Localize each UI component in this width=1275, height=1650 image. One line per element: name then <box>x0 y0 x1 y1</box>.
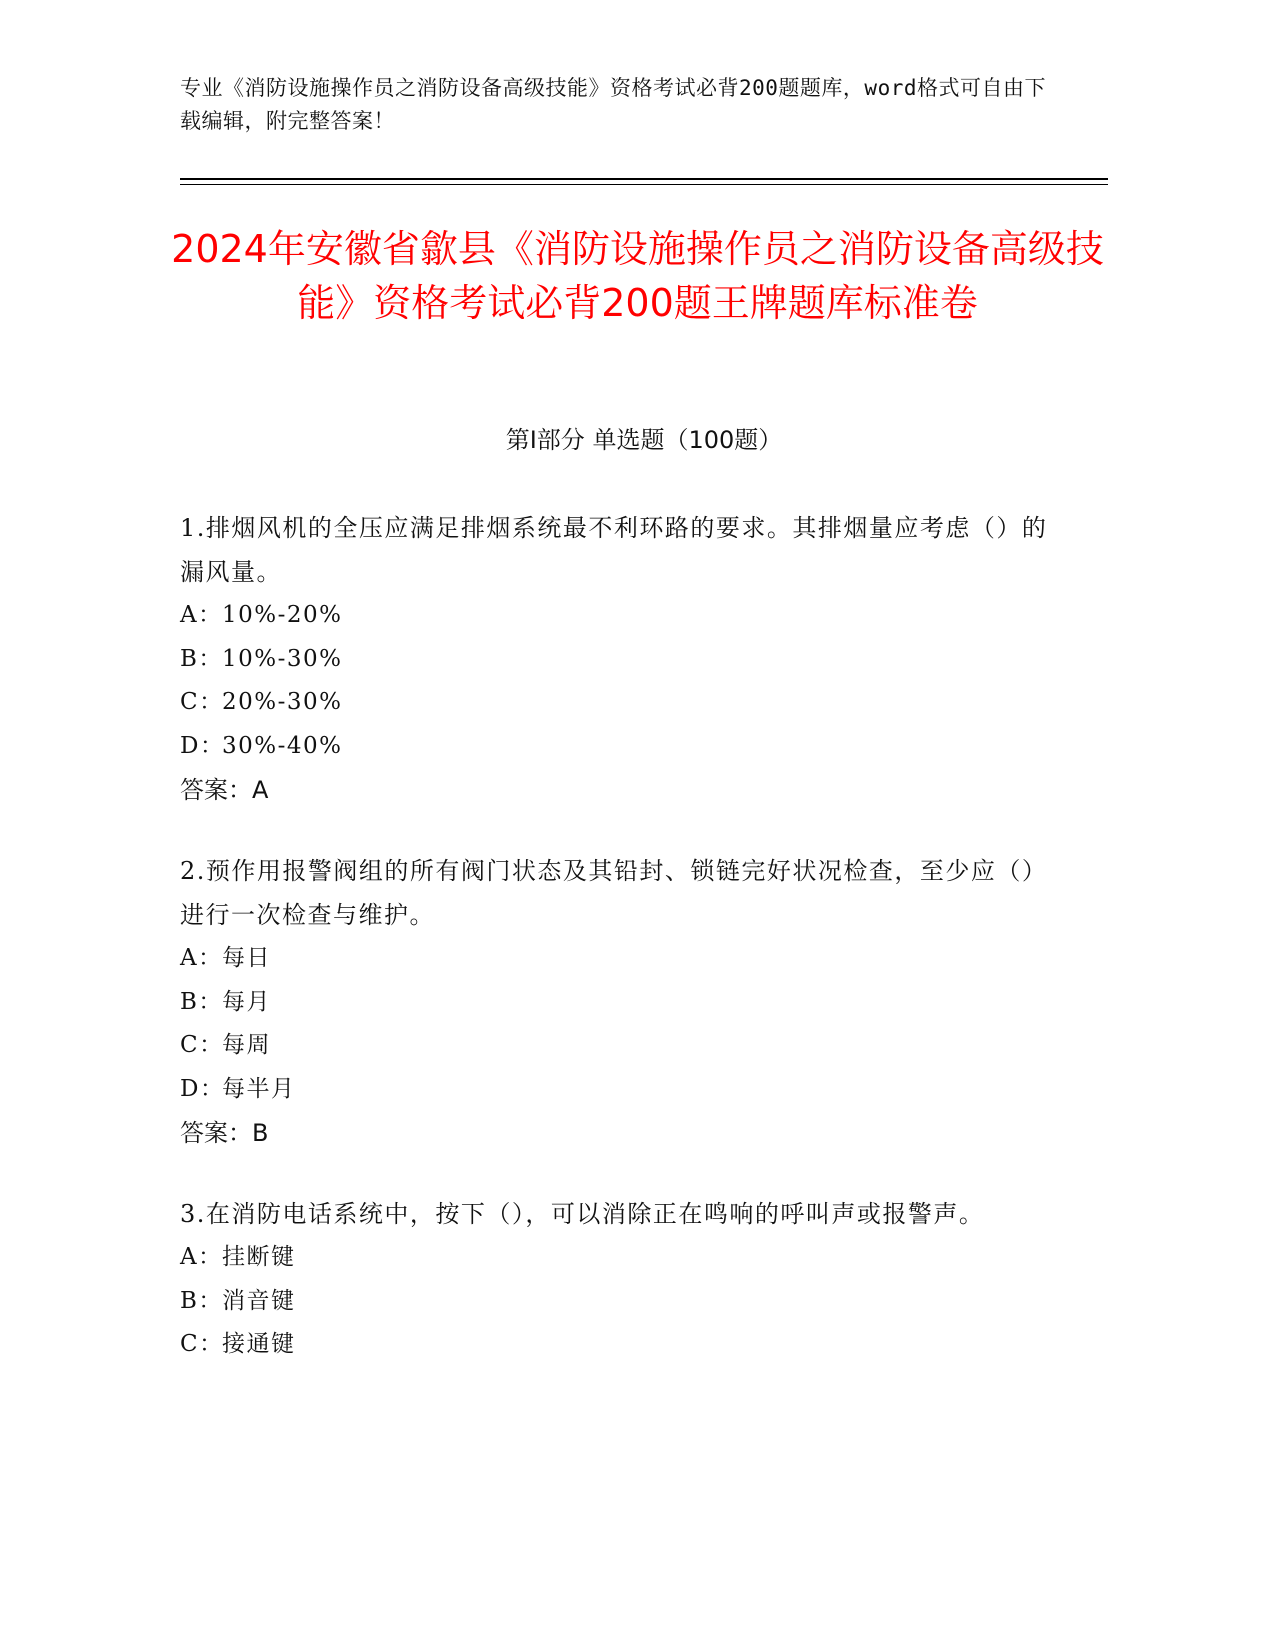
question-3 <box>180 1192 1060 1367</box>
option-text: 每日 <box>222 945 271 971</box>
option-text: 20%-30% <box>222 689 343 715</box>
option-text: 30%-40% <box>222 732 343 759</box>
question-1 <box>180 506 1060 812</box>
option-a <box>180 937 1060 981</box>
question-stem: 1.排烟风机的全压应满足排烟系统最不利环路的要求。其排烟量应考虑（）的漏风量。 <box>180 514 1048 586</box>
option-letter: D： <box>180 732 225 759</box>
option-letter: A： <box>180 602 223 628</box>
option-a <box>180 1236 1060 1280</box>
option-letter: C： <box>180 689 224 715</box>
option-text: 10%-30% <box>222 645 343 672</box>
option-letter: B： <box>180 645 223 672</box>
question-stem: 3.在消防电话系统中，按下（），可以消除正在鸣响的呼叫声或报警声。 <box>180 1200 985 1228</box>
header-divider-thick <box>180 178 1108 180</box>
answer-line: 答案：A <box>180 776 269 804</box>
document-title: 2024年安徽省歙县《消防设施操作员之消防设备高级技能》资格考试必背200题王牌题库标准卷 <box>171 227 1104 325</box>
option-text: 每月 <box>222 988 271 1015</box>
question-stem: 2.预作用报警阀组的所有阀门状态及其铅封、锁链完好状况检查，至少应（）进行一次检查与维护。 <box>180 857 1048 929</box>
option-c <box>180 1323 1060 1367</box>
option-d <box>180 1068 1060 1112</box>
option-text: 挂断键 <box>222 1244 296 1270</box>
section-heading: 第I部分 单选题（100题） <box>505 426 783 454</box>
option-letter: B： <box>180 988 223 1015</box>
option-c <box>180 681 1060 725</box>
header-note: 专业《消防设施操作员之消防设备高级技能》资格考试必背200题题库，word格式可自由下载编辑，附完整答案！ <box>180 76 1046 133</box>
answer-line: 答案：B <box>180 1119 269 1147</box>
option-b <box>180 981 1060 1025</box>
option-c <box>180 1024 1060 1068</box>
option-text: 10%-20% <box>222 602 343 628</box>
question-2 <box>180 849 1060 1155</box>
option-text: 消音键 <box>222 1287 296 1314</box>
question-list <box>180 506 1060 1404</box>
option-a <box>180 594 1060 638</box>
option-d <box>180 725 1060 769</box>
option-letter: C： <box>180 1032 224 1058</box>
header-divider-thin <box>180 184 1108 185</box>
option-letter: A： <box>180 945 223 971</box>
option-letter: D： <box>180 1075 225 1102</box>
option-letter: B： <box>180 1287 223 1314</box>
option-text: 每半月 <box>222 1075 296 1102</box>
option-letter: A： <box>180 1244 223 1270</box>
option-b <box>180 638 1060 682</box>
option-text: 每周 <box>222 1032 271 1058</box>
option-b <box>180 1280 1060 1324</box>
option-letter: C： <box>180 1331 224 1357</box>
option-text: 接通键 <box>222 1331 296 1357</box>
